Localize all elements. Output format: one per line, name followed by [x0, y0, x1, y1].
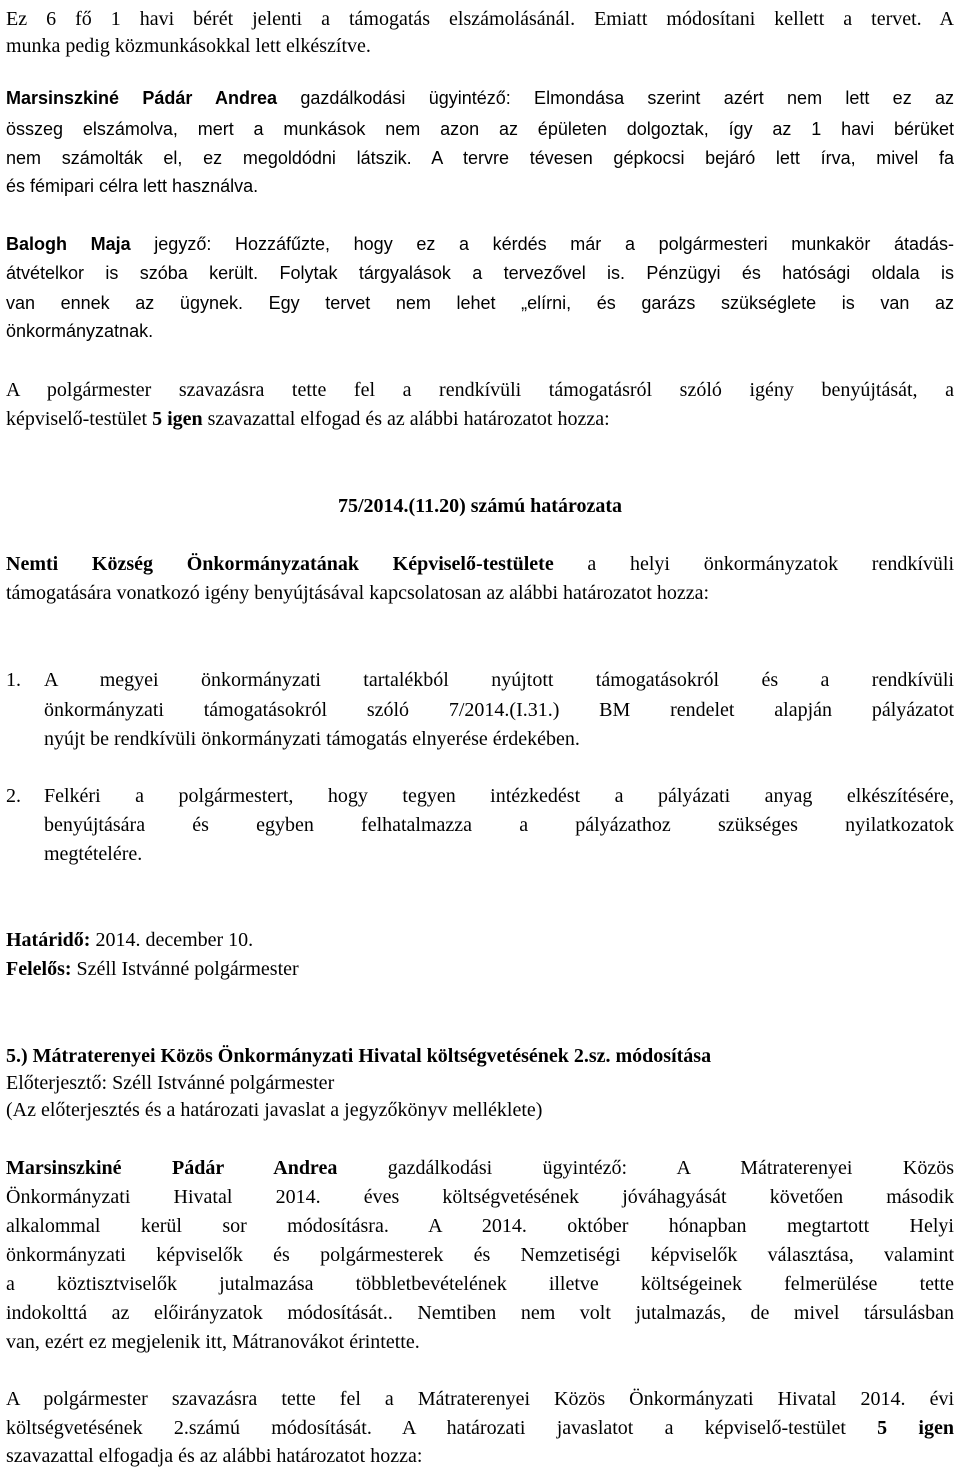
section-5-vote-line-1 — [6, 1386, 954, 1412]
paragraph-4-line-1 — [6, 377, 954, 403]
text: megtételére. — [44, 843, 143, 865]
text: alkalommal kerül sor módosításra. A 2014. október hónapban megtartott Helyi — [6, 1215, 954, 1237]
vote-count: 5 igen — [152, 408, 203, 430]
text: nyújt be rendkívüli önkormányzati támogatás elnyerése érdekében. — [44, 728, 580, 750]
text: A polgármester szavazásra tette fel a rendkívüli támogatásról szóló igény benyújtását, a — [6, 379, 954, 401]
section-5-paragraph-line-6 — [6, 1300, 954, 1326]
section-5-paragraph-line-4 — [6, 1242, 954, 1268]
text: nem számolták el, ez megoldódni látszik. A tervre tévesen gépkocsi bejáró lett írva, mivel fa — [6, 148, 954, 168]
text: gazdálkodási ügyintéző: A Mátraterenyei Közös — [337, 1157, 954, 1179]
resolution-intro-line-1 — [6, 551, 954, 577]
text: benyújtására és egyben felhatalmazza a pályázathoz szükséges nyilatkozatok — [44, 814, 954, 836]
paragraph-1-line-1 — [6, 6, 954, 32]
item-2-line-3 — [44, 841, 954, 867]
text: képviselő-testület — [6, 408, 153, 430]
item-1-line-1 — [44, 667, 954, 693]
item-2-line-1 — [44, 783, 954, 809]
deadline — [6, 927, 954, 953]
item-1-line-3 — [44, 726, 954, 752]
text: jegyző: Hozzáfűzte, hogy ez a kérdés már a polgármesteri munkakör átadás- — [130, 234, 954, 254]
deadline-value: 2014. december 10. — [90, 929, 254, 951]
text: A megyei önkormányzati tartalékból nyújtott támogatásokról és a rendkívüli — [44, 669, 954, 691]
text: a köztisztviselők jutalmazása többletbevételének illetve költségeinek felmerülése tette — [6, 1273, 954, 1295]
section-5-heading: 5.) Mátraterenyei Közös Önkormányzati Hivatal költségvetésének 2.sz. módosítása — [6, 1045, 712, 1067]
section-5-vote-line-3 — [6, 1443, 954, 1469]
text: Felkéri a polgármestert, hogy tegyen intézkedést a pályázati anyag elkészítésére, — [44, 785, 954, 807]
section-5-presenter: Előterjesztő: Széll Istvánné polgármester — [6, 1072, 335, 1094]
paragraph-3-line-2 — [6, 260, 954, 286]
section-5-paragraph-line-1 — [6, 1155, 954, 1181]
item-2-line-2 — [44, 812, 954, 838]
paragraph-2-line-4 — [6, 173, 954, 199]
vote-count: 5 igen — [877, 1417, 954, 1439]
section-5-paragraph-line-7 — [6, 1329, 954, 1355]
text: van, ezért ez megjelenik itt, Mátranovákot érintette. — [6, 1331, 420, 1353]
text: indokolttá az előirányzatok módosítását.. Nemtiben nem volt jutalmazás, de mivel társulásban — [6, 1302, 954, 1324]
resolution-body-name: Nemti Község Önkormányzatának Képviselő-testülete — [6, 553, 554, 575]
text: önkormányzatnak. — [6, 321, 154, 341]
responsible-label: Felelős: — [6, 958, 72, 980]
paragraph-2-line-3 — [6, 145, 954, 171]
text: gazdálkodási ügyintéző: Elmondása szerint azért nem lett ez az — [277, 88, 954, 108]
section-5-vote-line-2 — [6, 1415, 954, 1441]
text: A polgármester szavazásra tette fel a Mátraterenyei Közös Önkormányzati Hivatal 2014. évi — [6, 1388, 954, 1410]
text: Ez 6 fő 1 havi bérét jelenti a támogatás elszámolásánál. Emiatt módosítani kellett a tervet. A — [6, 8, 954, 30]
text: költségvetésének 2.számú módosítását. A határozati javaslatot a képviselő-testület — [6, 1417, 878, 1439]
paragraph-3-line-3 — [6, 290, 954, 316]
paragraph-3-line-1 — [6, 231, 954, 257]
speaker-name: Balogh Maja — [6, 234, 131, 254]
speaker-name: Marsinszkiné Pádár Andrea — [6, 88, 278, 108]
speaker-name: Marsinszkiné Pádár Andrea — [6, 1157, 338, 1179]
paragraph-2-line-1 — [6, 85, 954, 111]
text: összeg elszámolva, mert a munkások nem azon az épületen dolgoztak, így az 1 havi bérüket — [6, 119, 954, 139]
resolution-title: 75/2014.(11.20) számú határozata — [337, 495, 623, 517]
item-1-line-2 — [44, 697, 954, 723]
section-5-paragraph-line-2 — [6, 1184, 954, 1210]
paragraph-2-line-2 — [6, 116, 954, 142]
text: Önkormányzati Hivatal 2014. éves költségvetésének jóváhagyását követően második — [6, 1186, 954, 1208]
deadline-label: Határidő: — [6, 929, 91, 951]
item-number: 2. — [6, 785, 21, 807]
text: támogatására vonatkozó igény benyújtásával kapcsolatosan az alábbi határozatot hozza: — [6, 582, 710, 604]
text: szavazattal elfogad és az alábbi határozatot hozza: — [202, 408, 610, 430]
text: van ennek az ügynek. Egy tervet nem lehet „elírni, és garázs szükséglete is van az — [6, 293, 954, 313]
text: munka pedig közmunkásokkal lett elkészítve. — [6, 35, 371, 57]
section-5-paragraph-line-3 — [6, 1213, 954, 1239]
text: önkormányzati támogatásokról szóló 7/2014.(I.31.) BM rendelet alapján pályázatot — [44, 699, 954, 721]
responsible — [6, 956, 954, 982]
paragraph-3-line-4 — [6, 318, 954, 344]
paragraph-4-line-2 — [6, 406, 954, 432]
text: a helyi önkormányzatok rendkívüli — [553, 553, 954, 575]
item-number: 1. — [6, 669, 21, 691]
text: és fémipari célra lett használva. — [6, 176, 259, 196]
section-5-note: (Az előterjesztés és a határozati javaslat a jegyzőkönyv melléklete) — [6, 1099, 543, 1121]
responsible-value: Széll Istvánné polgármester — [71, 958, 299, 980]
section-5-paragraph-line-5 — [6, 1271, 954, 1297]
text: önkormányzati képviselők és polgármesterek és Nemzetiségi képviselők választása, valamint — [6, 1244, 954, 1266]
paragraph-1-line-2 — [6, 33, 954, 59]
resolution-intro-line-2 — [6, 580, 954, 606]
text: szavazattal elfogadja és az alábbi határozatot hozza: — [6, 1445, 423, 1467]
text: átvételkor is szóba került. Folytak tárgyalások a tervezővel is. Pénzügyi és hatósági oldala is — [6, 263, 954, 283]
